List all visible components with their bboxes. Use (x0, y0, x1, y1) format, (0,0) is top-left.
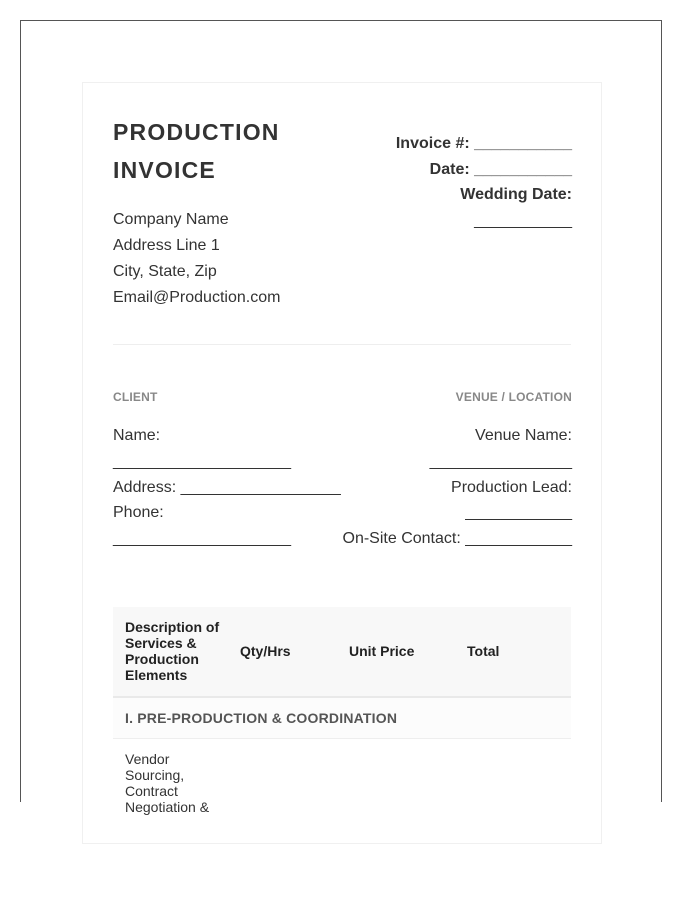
production-lead-label: Production Lead: (451, 479, 572, 496)
venue-name-blank: ________________ (429, 453, 572, 470)
client-name-blank: ____________________ (113, 453, 291, 470)
client-address-field: Address: __________________ (113, 479, 341, 496)
venue-name-label: Venue Name: (475, 427, 572, 444)
section-row (113, 698, 571, 739)
document-viewport (20, 20, 662, 815)
client-name-label: Name: (113, 427, 161, 444)
services-table (113, 607, 571, 859)
header-description: Description of Services & Production Elements (125, 619, 220, 683)
company-address: Address Line 1 (113, 237, 220, 254)
title-line-1: PRODUCTION (113, 119, 280, 145)
invoice-title (113, 113, 333, 189)
company-email: Email@Production.com (113, 289, 281, 306)
title-line-2: INVOICE (113, 157, 216, 183)
item-description: Vendor Sourcing, Contract Negotiation & (125, 751, 210, 815)
section-title: I. PRE-PRODUCTION & COORDINATION (125, 710, 398, 726)
company-city: City, State, Zip (113, 263, 217, 280)
production-lead-blank: ____________ (465, 504, 572, 521)
invoice-number-field: Invoice #: ___________ (395, 135, 572, 152)
invoice-date-field: Date: ___________ (429, 160, 572, 178)
wedding-date-label: Wedding Date: (460, 186, 572, 203)
venue-heading: VENUE / LOCATION (455, 390, 572, 404)
header-qty: Qty/Hrs (240, 643, 291, 659)
table-row (113, 739, 571, 859)
header-total: Total (467, 643, 500, 659)
company-info (113, 207, 280, 311)
header-unit-price: Unit Price (349, 643, 415, 659)
onsite-contact-field: On-Site Contact: ____________ (342, 530, 572, 547)
client-phone-blank: ____________________ (113, 530, 291, 547)
invoice-page (82, 82, 602, 844)
invoice-meta (396, 131, 572, 233)
header-divider (113, 344, 571, 345)
table-header (113, 607, 571, 698)
client-phone-label: Phone: (113, 504, 164, 521)
client-heading: CLIENT (113, 390, 158, 404)
company-name: Company Name (113, 211, 229, 228)
wedding-date-blank: ___________ (474, 211, 572, 229)
